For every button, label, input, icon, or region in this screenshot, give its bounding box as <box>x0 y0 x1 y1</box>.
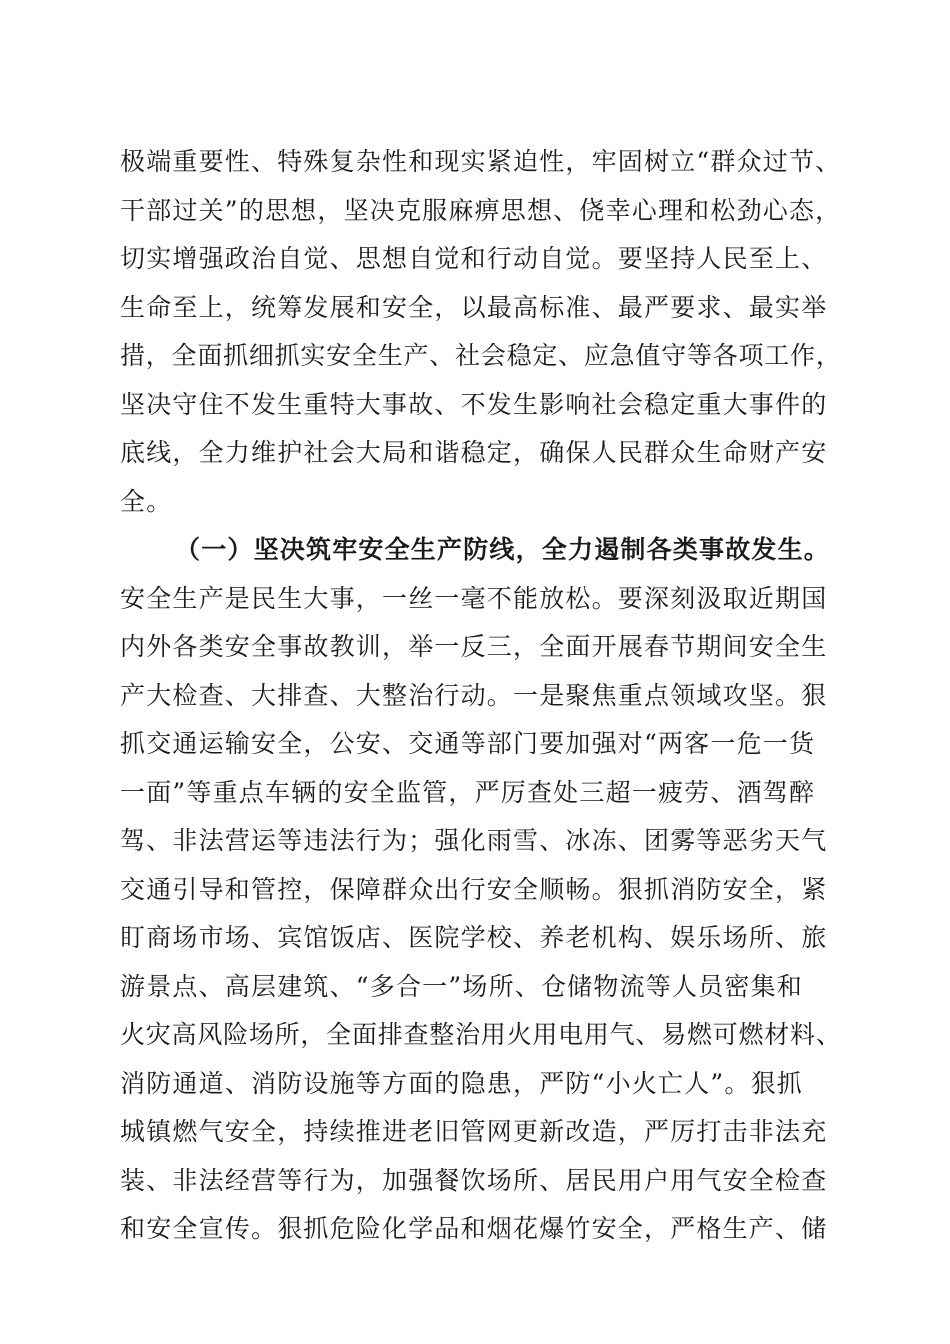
text-line: 极端重要性、特殊复杂性和现实紧迫性，牢固树立“群众过节、 <box>120 147 842 176</box>
text-line: 生命至上，统筹发展和安全，以最高标准、最严要求、最实举 <box>120 292 828 322</box>
text-line: 游景点、高层建筑、“多合一”场所、仓储物流等人员密集和 <box>120 971 803 1001</box>
text-line: 盯商场市场、宾馆饭店、医院学校、养老机构、娱乐场所、旅 <box>120 923 828 952</box>
text-line: 坚决守住不发生重特大事故、不发生影响社会稳定重大事件的 <box>120 389 828 419</box>
text-line: 城镇燃气安全，持续推进老旧管网更新改造，严厉打击非法充 <box>120 1117 828 1146</box>
text-line: 火灾高风险场所，全面排查整治用火用电用气、易燃可燃材料、 <box>120 1020 842 1049</box>
text-line: 驾、非法营运等违法行为；强化雨雪、冰冻、团雾等恶劣天气 <box>120 826 828 855</box>
text-line: 消防通道、消防设施等方面的隐患，严防“小火亡人”。狠抓 <box>120 1068 803 1098</box>
section-heading: （一）坚决筑牢安全生产防线，全力遏制各类事故发生。 <box>175 535 831 564</box>
document-body <box>120 138 840 1254</box>
text-line: 一面”等重点车辆的安全监管，严厉查处三超一疲劳、酒驾醉 <box>120 777 816 807</box>
text-line: 全。 <box>120 486 173 516</box>
text-line: 安全生产是民生大事，一丝一毫不能放松。要深刻汲取近期国 <box>120 583 828 613</box>
text-line: 交通引导和管控，保障群众出行安全顺畅。狠抓消防安全，紧 <box>120 874 828 904</box>
text-line: 和安全宣传。狠抓危险化学品和烟花爆竹安全，严格生产、储 <box>120 1214 828 1243</box>
text-line: 装、非法经营等行为，加强餐饮场所、居民用户用气安全检查 <box>120 1165 828 1195</box>
text-line: 措，全面抓细抓实安全生产、社会稳定、应急值守等各项工作， <box>120 341 842 370</box>
text-line: 切实增强政治自觉、思想自觉和行动自觉。要坚持人民至上、 <box>120 244 828 273</box>
text-line: 抓交通运输安全，公安、交通等部门要加强对“两客一危一货 <box>120 729 816 758</box>
text-line: 产大检查、大排查、大整治行动。一是聚焦重点领域攻坚。狠 <box>120 680 828 710</box>
text-line: 底线，全力维护社会大局和谐稳定，确保人民群众生命财产安 <box>120 438 828 467</box>
text-line: 干部过关”的思想，坚决克服麻痹思想、侥幸心理和松劲心态， <box>120 195 842 225</box>
text-line: 内外各类安全事故教训，举一反三，全面开展春节期间安全生 <box>120 632 828 661</box>
